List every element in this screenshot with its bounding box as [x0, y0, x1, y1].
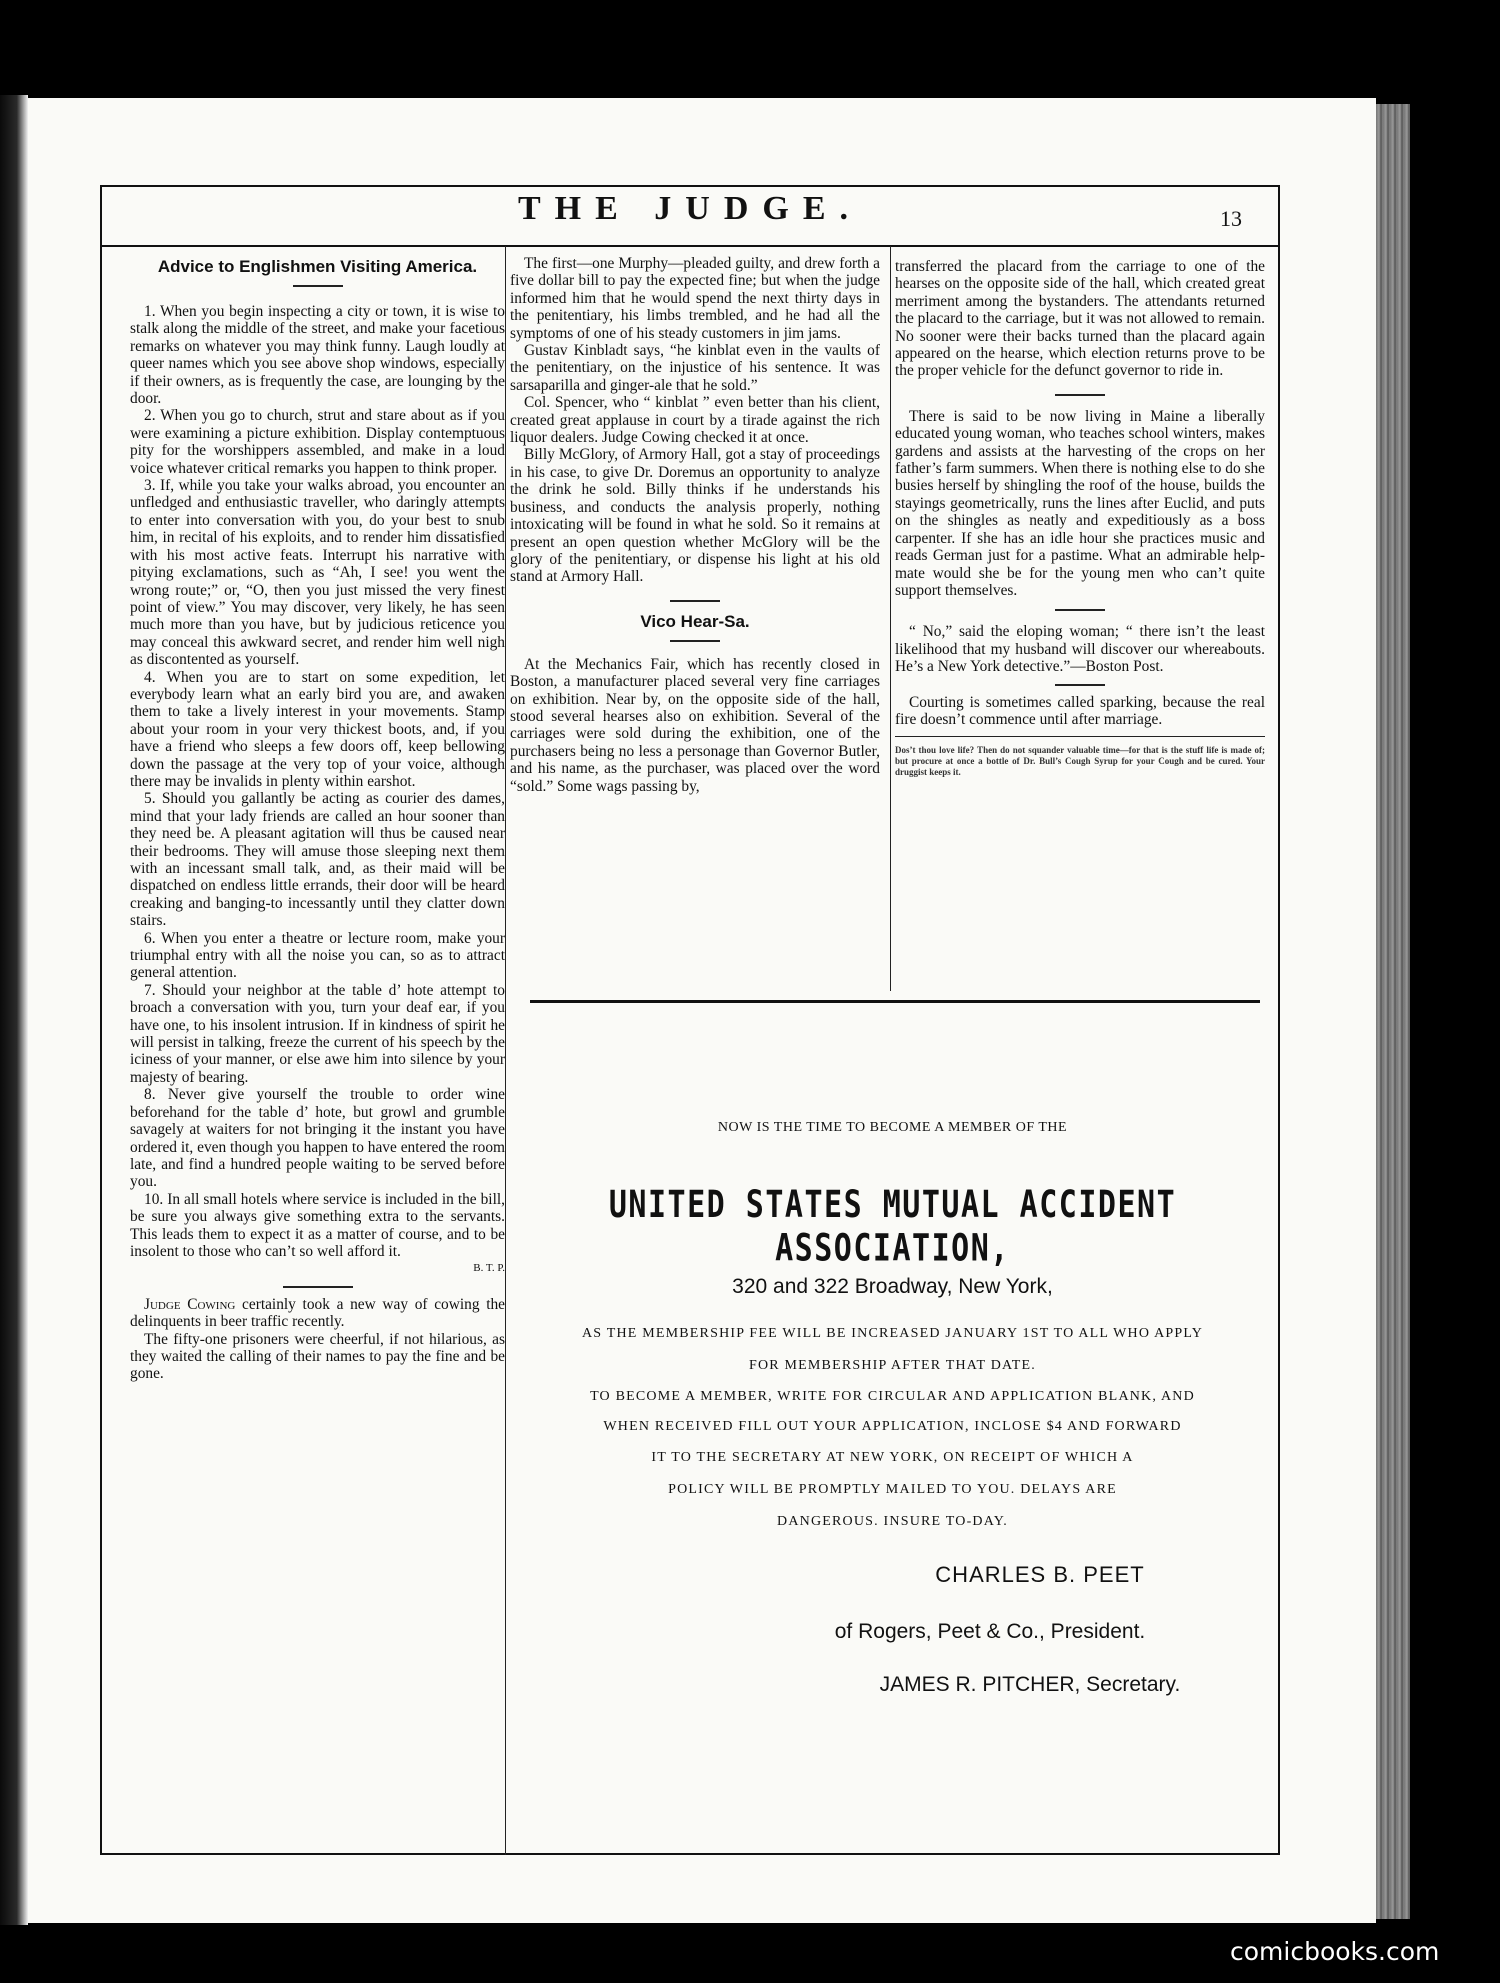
ad-president-name: CHARLES B. PEET [935, 1562, 1145, 1587]
separator [293, 285, 343, 287]
advertisement-notice: Dos’t thou love life? Then do not squander valuable time—for that is the stuff life is made of; but procure at once a bottle of Dr. Bull’s Cough Syrup for your Cough and be cured. Your druggist keeps it. [895, 745, 1265, 778]
paragraph: The fifty-one prisoners were cheerful, if not hilarious, as they waited the calling of their names to pay the fine and be gone. [130, 1330, 505, 1383]
paragraph: 10. In all small hotels where service is included in the bill, be sure you always give something extra to the servants. This leads them to expect it as a matter of course, and to be insolent to those who can’t so well afford it. [130, 1190, 505, 1260]
article-headline: Vico Hear-Sa. [640, 611, 750, 631]
watermark: comicbooks.com [1230, 1937, 1440, 1966]
ad-address: 320 and 322 Broadway, New York, [732, 1275, 1053, 1298]
column-2 [510, 255, 880, 795]
ad-line: WHEN RECEIVED FILL OUT YOUR APPLICATION, INCLOSE $4 AND FORWARD [603, 1419, 1182, 1434]
column-3 [895, 258, 1265, 778]
paragraph: 5. Should you gallantly be acting as courier des dames, mind that your lady friends are called an hour sooner than they need be. A pleasant agitation will thus be caused near their bedrooms. They will amuse those sleeping next them with an incessant small talk, and, as their maid will be dispatched on endless little errands, their door will be heard creaking and banging-to incessantly until they clatter down stairs. [130, 790, 505, 930]
separator [670, 640, 720, 642]
separator [1055, 394, 1105, 396]
ad-line: FOR MEMBERSHIP AFTER THAT DATE. [748, 1358, 1037, 1373]
separator [895, 736, 1265, 737]
paragraph: Gustav Kinbladt says, “he kinblat even in the vaults of the penitentiary, on the injustice of his sentence. It was sarsaparilla and ginger-ale that he sold.” [510, 342, 880, 394]
paragraph: There is said to be now living in Maine a liberally educated young woman, who teaches school winters, makes gardens and assists at the harvesting of the crops on her father’s farm summers. When there is nothing else to do she busies herself by shingling the roof of the house, builds the stayings geometrically, runs the lines after Euclid, and puts on the shingles as neatly and expeditiously as a boss carpenter. If she has an idle hour she practices music and reads German just for a pastime. What an admirable help-mate would she be for the young men who can’t quite support themselves. [895, 407, 1265, 599]
paragraph: “ No,” said the eloping woman; “ there isn’t the least likelihood that my husband will discover our whereabouts. He’s a New York detective.”—Boston Post. [895, 623, 1265, 676]
paragraph: 1. When you begin inspecting a city or town, it is wise to stalk along the middle of the street, and make your facetious remarks on whatever you may think funny. Laugh loudly at queer names which you see above shop windows, especially if their owners, as is frequently the case, are lounging by the door. [130, 303, 505, 408]
paragraph: Billy McGlory, of Armory Hall, got a stay of proceedings in his case, to give Dr. Doremus an opportunity to analyze the drink he sold. Billy thinks if he understands his business, and conducts the analysis properly, nothing intoxicating will be found in what he sold. So it remains at present an open question whether McGlory will be the glory of the penitentiary, or dispense his light at his old stand at Armory Hall. [510, 446, 880, 586]
ad-line: AS THE MEMBERSHIP FEE WILL BE INCREASED JANUARY 1ST TO ALL WHO APPLY [581, 1326, 1204, 1341]
paragraph: At the Mechanics Fair, which has recently closed in Boston, a manufacturer placed several very fine carriages on exhibition. Near by, on the opposite side of the hall, stood several hearses also on exhibition. Several of the carriages were sold during the exhibition, one of the purchasers being no less a personage than Governor Butler, and his name, as the purchaser, was placed over the word “sold.” Some wags passing by, [510, 655, 880, 795]
paragraph [130, 1296, 505, 1331]
paragraph-text: certainly took a new way of cowing the delinquents in beer traffic recently. [130, 1295, 505, 1331]
paragraph: 6. When you enter a theatre or lecture room, make your triumphal entry with all the noise you can, so as to attract general attention. [130, 929, 505, 982]
ad-secretary: JAMES R. PITCHER, Secretary. [879, 1673, 1181, 1696]
ad-line: TO BECOME A MEMBER, WRITE FOR CIRCULAR AND APPLICATION BLANK, AND [590, 1389, 1195, 1404]
masthead-rule [100, 245, 1280, 247]
paragraph: 7. Should your neighbor at the table d’ hote attempt to broach a conversation with you, turn your deaf ear, if you have one, to his insolent intrusion. If in kindness of spirit he will persist in talking, freeze the current of his speech by the iciness of your manner, or else awe him into silence by your majesty of bearing. [130, 981, 505, 1086]
signature: B. T. P. [473, 1262, 505, 1275]
book-spine [0, 95, 28, 1925]
paragraph: Col. Spencer, who “ kinblat ” even better than his client, created great applause in court by a tirade against the rich liquor dealers. Judge Cowing checked it at once. [510, 394, 880, 447]
separator [1055, 609, 1105, 611]
paragraph: 4. When you are to start on some expedition, let everybody learn what an early bird you are, and awaken them to take a lively interest in your movements. Stamp about your room in your very thickest boots, and, if you have a friend who sleeps a few doors off, keep bellowing down the passage at the very top of your voice, although there may be invalids in plenty within earshot. [130, 668, 505, 790]
paragraph: transferred the placard from the carriage to one of the hearses on the opposite side of the hall, which created great merriment among the bystanders. The attendants returned the placard to the carriage, but it was not allowed to remain. No sooner were their backs turned than the placard again appeared on the hearse, which election returns prove to be the proper vehicle for the defunct governor to ride in. [895, 258, 1265, 380]
ad-line: IT TO THE SECRETARY AT NEW YORK, ON RECEIPT OF WHICH A [651, 1450, 1134, 1465]
ad-line: POLICY WILL BE PROMPTLY MAILED TO YOU. DELAYS ARE [668, 1482, 1117, 1497]
column-rule [890, 246, 891, 991]
paragraph: 8. Never give yourself the trouble to order wine beforehand for the table d’ hote, but growl and grumble savagely at waiters for not bringing it the instant you have ordered it, even though you happen to have entered the room late, and find a hundred people waiting to be served before you. [130, 1086, 505, 1191]
separator [283, 1286, 353, 1288]
ad-line: DANGEROUS. INSURE TO-DAY. [777, 1514, 1008, 1529]
paragraph: The first—one Murphy—pleaded guilty, and drew forth a five dollar bill to pay the expected fine; but when the judge informed him that he would spend the next thirty days in the penitentiary, his limbs trembled, and he had all the symptoms of one of his steady customers in jim jams. [510, 255, 880, 342]
book-edge [1376, 104, 1410, 1919]
advertisement-rule [530, 1000, 1260, 1003]
ad-title: UNITED STATES MUTUAL ACCIDENT ASSOCIATION, [608, 1183, 1177, 1271]
paragraph: 3. If, while you take your walks abroad, you encounter an unfledged and enthusiastic traveller, who daringly attempts to enter into conversation with you, do your best to snub him, in recital of his exploits, and to render him dissatisfied with his most active feats. Interrupt his narrative with pitying exclamations, such as “Ah, I see! you went the wrong route;” or, “O, then you just missed the very finest point of view.” You may discover, very likely, he has seen much more than you have, but by judicious reticence you may conceal this awkward secret, and render him well nigh as discontented as yourself. [130, 477, 505, 669]
column-1 [130, 255, 505, 1383]
paragraph: Courting is sometimes called sparking, because the real fire doesn’t commence until after marriage. [895, 693, 1265, 728]
separator [1055, 684, 1105, 686]
ad-intro: NOW IS THE TIME TO BECOME A MEMBER OF THE [717, 1120, 1068, 1135]
signature-line [130, 1260, 505, 1277]
separator [670, 600, 720, 602]
paragraph: 2. When you go to church, strut and stare about as if you were examining a picture exhibition. Display contemptuous pity for the worshippers assembled, and make in a loud voice whatever critical remarks you happen to think proper. [130, 407, 505, 477]
ad-president-title: of Rogers, Peet & Co., President. [834, 1620, 1146, 1643]
column-rule [505, 246, 506, 1855]
masthead: THE JUDGE. [517, 190, 863, 227]
lead-in: Judge Cowing [144, 1295, 236, 1313]
page-number: 13 [1220, 206, 1242, 231]
article-headline: Advice to Englishmen Visiting America. [157, 257, 478, 276]
